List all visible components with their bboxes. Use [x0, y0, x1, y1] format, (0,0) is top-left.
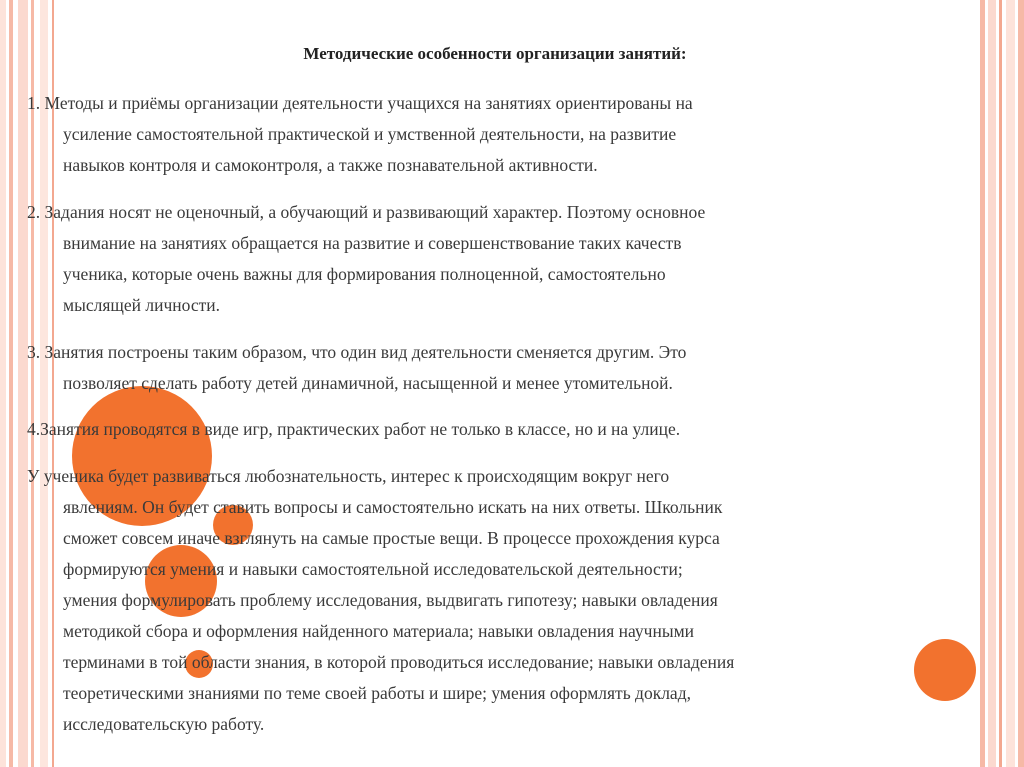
paragraph-line: внимание на занятиях обращается на развитие и совершенствование таких качеств [63, 233, 682, 253]
paragraph-line: умения формулировать проблему исследования, выдвигать гипотезу; навыки овладения [63, 590, 718, 610]
paragraph-line: формируются умения и навыки самостоятельной исследовательской деятельности; [63, 559, 683, 579]
paragraph-line: усиление самостоятельной практической и умственной деятельности, на развитие [63, 124, 677, 144]
paragraph-line: терминами в той области знания, в которой проводиться исследование; навыки овладения [63, 652, 735, 672]
paragraph-line: 1. Методы и приёмы организации деятельности учащихся на занятиях ориентированы на [27, 93, 693, 113]
paragraph-line: навыков контроля и самоконтроля, а также познавательной активности. [63, 155, 598, 175]
paragraph-line: позволяет сделать работу детей динамичной, насыщенной и менее утомительной. [63, 373, 673, 393]
paragraph-line: 4.Занятия проводятся в виде игр, практических работ не только в классе, но и на улице. [27, 419, 681, 439]
paragraph-1 [27, 88, 693, 181]
paragraph-line: методикой сбора и оформления найденного материала; навыки овладения научными [63, 621, 695, 641]
paragraph-2 [27, 197, 705, 321]
paragraph-5 [27, 461, 734, 740]
paragraph-line: явлениям. Он будет ставить вопросы и самостоятельно искать на них ответы. Школьник [63, 497, 723, 517]
paragraph-line: исследовательскую работу. [63, 714, 265, 734]
paragraph-line: ученика, которые очень важны для формирования полноценной, самостоятельно [63, 264, 666, 284]
paragraph-4 [27, 414, 680, 445]
paragraph-3 [27, 337, 686, 399]
paragraph-line: У ученика будет развиваться любознательность, интерес к происходящим вокруг него [27, 466, 670, 486]
paragraph-line: мыслящей личности. [63, 295, 220, 315]
paragraph-line: 2. Задания носят не оценочный, а обучающий и развивающий характер. Поэтому основное [27, 202, 706, 222]
slide-title: Методические особенности организации занятий: [303, 44, 687, 63]
paragraph-line: теоретическими знаниями по теме своей работы и шире; умения оформлять доклад, [63, 683, 691, 703]
paragraph-line: сможет совсем иначе взглянуть на самые простые вещи. В процессе прохождения курса [63, 528, 720, 548]
paragraph-line: 3. Занятия построены таким образом, что один вид деятельности сменяется другим. Это [27, 342, 687, 362]
